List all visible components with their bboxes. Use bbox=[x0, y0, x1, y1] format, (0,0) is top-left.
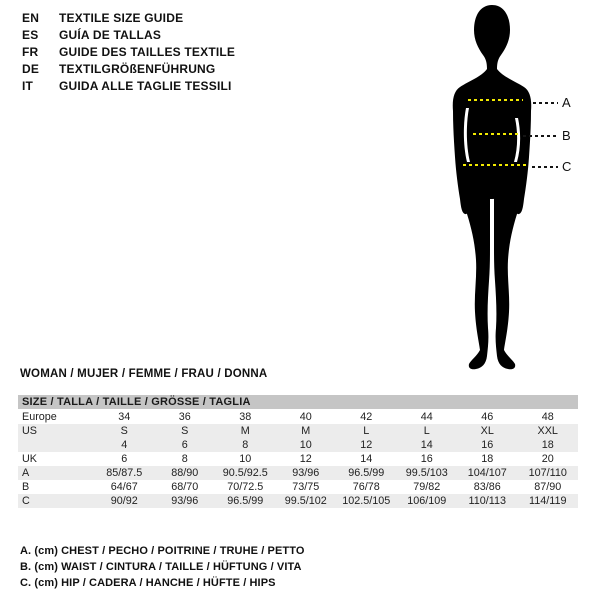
size-cell: 44 bbox=[420, 411, 433, 423]
size-cell: 14 bbox=[360, 453, 373, 465]
row-label: UK bbox=[22, 453, 37, 465]
size-cell: 90/92 bbox=[110, 495, 138, 507]
gender-heading: WOMAN / MUJER / FEMME / FRAU / DONNA bbox=[20, 368, 268, 380]
size-cell: 106/109 bbox=[407, 495, 447, 507]
size-cell: 18 bbox=[481, 453, 494, 465]
legend-line: C. (cm) HIP / CADERA / HANCHE / HÜFTE / HIPS bbox=[20, 577, 276, 589]
marker-letter-a: A bbox=[562, 95, 571, 110]
size-cell: 36 bbox=[178, 411, 191, 423]
hip-line-on-body bbox=[463, 164, 526, 166]
language-title: GUIDA ALLE TAGLIE TESSILI bbox=[59, 79, 232, 93]
size-cell: 42 bbox=[360, 411, 373, 423]
size-cell: 68/70 bbox=[171, 481, 199, 493]
size-cell: 70/72.5 bbox=[227, 481, 264, 493]
size-cell: 83/86 bbox=[473, 481, 501, 493]
row-label: C bbox=[22, 495, 30, 507]
size-cell: 6 bbox=[121, 453, 128, 465]
language-title: GUIDE DES TAILLES TEXTILE bbox=[59, 45, 236, 59]
table-row bbox=[18, 466, 578, 480]
legend-line: A. (cm) CHEST / PECHO / POITRINE / TRUHE / PETTO bbox=[20, 545, 305, 557]
size-cell: 99.5/102 bbox=[284, 495, 327, 507]
waist-leader-line bbox=[523, 135, 558, 137]
chest-leader-line bbox=[533, 102, 558, 104]
size-cell: 34 bbox=[118, 411, 131, 423]
table-row bbox=[18, 494, 578, 508]
waist-line-on-body bbox=[473, 133, 518, 135]
size-cell: 87/90 bbox=[534, 481, 562, 493]
row-label: Europe bbox=[22, 411, 57, 423]
language-title: GUÍA DE TALLAS bbox=[59, 28, 162, 42]
size-cell: 96.5/99 bbox=[227, 495, 264, 507]
size-cell: 12 bbox=[299, 453, 312, 465]
woman-silhouette-icon bbox=[402, 0, 592, 378]
size-cell: 114/119 bbox=[529, 495, 567, 507]
size-cell: 48 bbox=[541, 411, 554, 423]
size-cell: S bbox=[120, 425, 128, 437]
size-cell: 18 bbox=[541, 439, 554, 451]
size-cell: 12 bbox=[360, 439, 373, 451]
size-cell: 16 bbox=[481, 439, 494, 451]
size-cell: 85/87.5 bbox=[106, 467, 143, 479]
size-cell: 93/96 bbox=[292, 467, 320, 479]
size-cell: 107/110 bbox=[528, 467, 567, 479]
size-table-rows bbox=[18, 410, 578, 508]
language-code: EN bbox=[22, 11, 40, 25]
size-cell: 99.5/103 bbox=[405, 467, 448, 479]
row-label: A bbox=[22, 467, 30, 479]
size-cell: 46 bbox=[481, 411, 494, 423]
size-cell: L bbox=[423, 425, 430, 437]
size-cell: 4 bbox=[121, 439, 128, 451]
language-code: IT bbox=[22, 79, 34, 93]
size-cell: 76/78 bbox=[352, 481, 380, 493]
size-cell: 90.5/92.5 bbox=[222, 467, 268, 479]
size-cell: 10 bbox=[299, 439, 312, 451]
size-cell: 110/113 bbox=[468, 495, 506, 507]
language-title: TEXTILE SIZE GUIDE bbox=[59, 11, 184, 25]
size-cell: M bbox=[301, 425, 311, 437]
language-title: TEXTILGRÖßENFÜHRUNG bbox=[59, 62, 216, 76]
row-label bbox=[18, 438, 94, 452]
language-code: DE bbox=[22, 62, 40, 76]
size-cell: 88/90 bbox=[171, 467, 199, 479]
size-cell: 16 bbox=[420, 453, 433, 465]
table-row bbox=[18, 438, 578, 452]
legend-line: B. (cm) WAIST / CINTURA / TAILLE / HÜFTUNG / VITA bbox=[20, 561, 302, 573]
row-label: B bbox=[22, 481, 30, 493]
table-row bbox=[18, 410, 578, 424]
size-cell: 96.5/99 bbox=[348, 467, 385, 479]
hip-leader-line bbox=[532, 166, 558, 168]
size-cell: 104/107 bbox=[467, 467, 507, 479]
size-cell: 10 bbox=[239, 453, 252, 465]
size-table bbox=[18, 395, 578, 508]
size-cell: S bbox=[181, 425, 189, 437]
size-cell: M bbox=[240, 425, 250, 437]
size-cell: L bbox=[363, 425, 370, 437]
size-cell: XL bbox=[480, 425, 494, 437]
row-label: US bbox=[22, 425, 37, 437]
size-cell: 73/75 bbox=[292, 481, 320, 493]
chest-line-on-body bbox=[468, 99, 523, 101]
size-cell: 8 bbox=[181, 453, 188, 465]
size-cell: 8 bbox=[242, 439, 249, 451]
size-cell: 6 bbox=[181, 439, 188, 451]
table-row bbox=[18, 452, 578, 466]
size-cell: 38 bbox=[239, 411, 252, 423]
size-cell: 64/67 bbox=[110, 481, 138, 493]
measurement-legend bbox=[20, 543, 305, 591]
size-cell: 102.5/105 bbox=[342, 495, 391, 507]
size-cell: 93/96 bbox=[171, 495, 199, 507]
marker-letter-c: C bbox=[562, 159, 572, 174]
marker-letter-b: B bbox=[562, 128, 571, 143]
language-code: ES bbox=[22, 28, 39, 42]
size-cell: 40 bbox=[299, 411, 312, 423]
size-cell: 79/82 bbox=[413, 481, 441, 493]
size-table-header: SIZE / TALLA / TAILLE / GRÖSSE / TAGLIA bbox=[18, 395, 578, 409]
table-row bbox=[18, 480, 578, 494]
size-cell: 20 bbox=[541, 453, 554, 465]
size-cell: XXL bbox=[537, 425, 558, 437]
size-cell: 14 bbox=[420, 439, 433, 451]
language-code: FR bbox=[22, 45, 39, 59]
table-row bbox=[18, 424, 578, 438]
